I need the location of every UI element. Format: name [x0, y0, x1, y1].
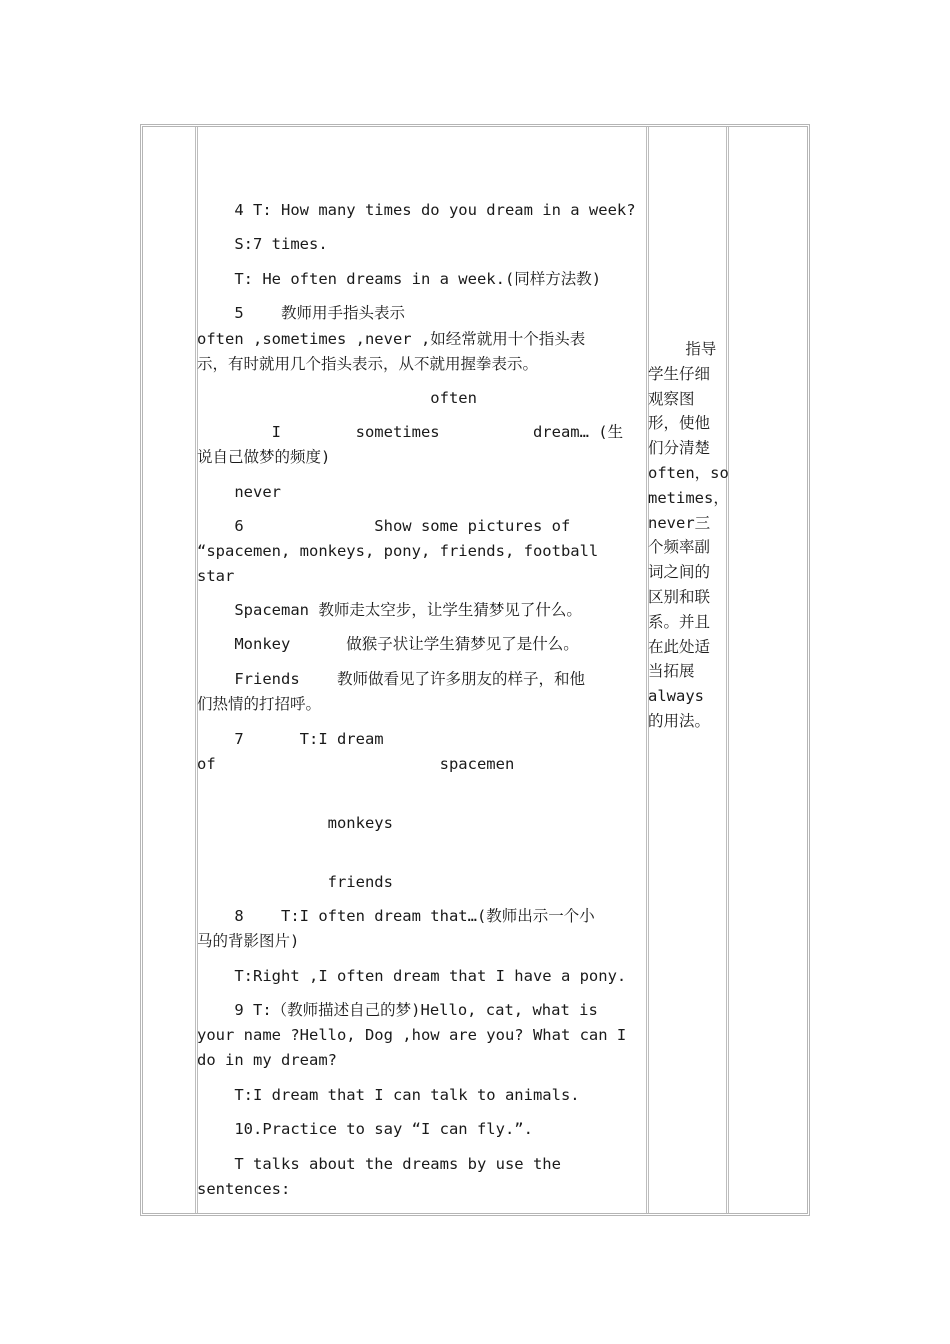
procedure-line: 示，有时就用几个指头表示，从不就用握拳表示。 — [197, 355, 539, 373]
design-intent-line: 系。并且 — [648, 612, 711, 631]
procedure-line: monkeys — [197, 814, 393, 832]
procedure-line: friends — [197, 873, 393, 891]
design-intent-line: 们分清楚 — [648, 439, 711, 458]
procedure-line: 4 T: How many times do you dream in a week? — [197, 201, 636, 219]
design-intent-line: metimes， — [648, 488, 729, 507]
design-intent-line: 当拓展 — [648, 662, 695, 681]
design-intent-line: 指导 — [648, 340, 717, 358]
procedure-line: T:I dream that I can talk to animals. — [197, 1086, 580, 1104]
procedure-line: Friends 教师做看见了许多朋友的样子，和他 — [197, 670, 585, 688]
design-intent-line: never三 — [648, 513, 711, 532]
procedure-line: Spaceman 教师走太空步，让学生猜梦见了什么。 — [197, 601, 582, 619]
procedure-line: 10.Practice to say “I can fly.”. — [197, 1120, 533, 1138]
procedure-line: often ,sometimes ,never ,如经常就用十个指头表 — [197, 330, 586, 348]
procedure-line: your name ?Hello, Dog ,how are you? What can I — [197, 1026, 627, 1044]
design-intent-line: 词之间的 — [648, 563, 711, 582]
procedure-line: sentences: — [197, 1180, 291, 1198]
design-intent-line: 观察图 — [648, 389, 695, 408]
procedure-line: 们热情的打招呼。 — [197, 695, 322, 713]
design-intent-line: 个频率副 — [648, 538, 711, 557]
design-intent-line: 形，使他 — [648, 414, 711, 433]
procedure-line: 5 教师用手指头表示 — [197, 304, 405, 322]
procedure-line: T: He often dreams in a week.(同样方法教) — [197, 270, 602, 288]
procedure-line: star — [197, 567, 235, 585]
procedure-line: “spacemen, monkeys, pony, friends, football — [197, 542, 599, 560]
procedure-line: 9 T:（教师描述自己的梦)Hello, cat, what is — [197, 1001, 598, 1019]
column-divider — [726, 127, 729, 1213]
design-intent-line: often，so — [648, 464, 729, 482]
procedure-line: 说自己做梦的频度) — [197, 448, 331, 466]
procedure-line: I sometimes dream… (生 — [197, 423, 624, 441]
procedure-line: 马的背影图片) — [197, 932, 300, 950]
procedure-line: of spacemen — [197, 755, 515, 773]
procedure-line: T talks about the dreams by use the — [197, 1155, 561, 1173]
design-intent-line: 区别和联 — [648, 588, 711, 606]
procedure-line: T:Right ,I often dream that I have a pony. — [197, 967, 627, 985]
design-intent-line: 在此处适 — [648, 637, 711, 656]
procedure-line: S:7 times. — [197, 235, 328, 253]
procedure-line: often — [197, 389, 477, 407]
procedure-line: Monkey 做猴子状让学生猜梦见了是什么。 — [197, 635, 579, 653]
procedure-line: 7 T:I dream — [197, 730, 384, 748]
procedure-line: do in my dream? — [197, 1051, 337, 1069]
procedure-line: 6 Show some pictures of — [197, 517, 571, 535]
procedure-line: 8 T:I often dream that…(教师出示一个小 — [197, 907, 595, 925]
design-intent-line: 的用法。 — [648, 712, 711, 730]
design-intent-line: 学生仔细 — [648, 364, 711, 383]
procedure-line: never — [197, 483, 281, 501]
design-intent-line: always — [648, 687, 704, 706]
